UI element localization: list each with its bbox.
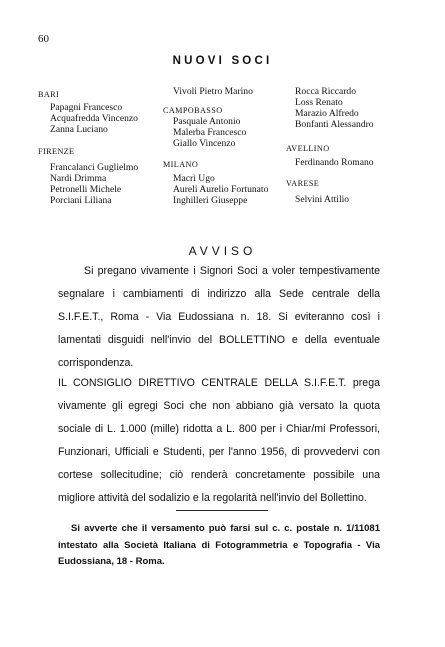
member-name: Macrì Ugo [173, 173, 215, 184]
notice-title: AVVISO [188, 244, 257, 258]
notice-paragraph-membership-fee: IL CONSIGLIO DIRETTIVO CENTRALE DELLA S.I.F.E.T. prega vivamente gli egregi Soci che non abbiano già versato la quota sociale di L. 1.000 (mille) ridotta a L. 800 per i Chiar/mi Professori, Funzionari, Ufficiali e Studenti, per l'anno 1956, di provvedervi con cortese sollecitudine; ciò renderà concretamente possibile una migliore attività del sodalizio e la regolarità nell'invio del Bollettino. [58, 377, 380, 504]
member-name: Petronelli Michele [50, 184, 122, 195]
member-name: Selvini Attilio [295, 194, 350, 205]
city-heading-bari: BARI [38, 90, 60, 99]
city-heading-firenze: FIRENZE [38, 147, 75, 156]
city-heading-campobasso: CAMPOBASSO [163, 106, 223, 115]
member-name: Ferdinando Romano [295, 157, 374, 168]
member-name: Porciani Liliana [50, 195, 112, 206]
member-name: Loss Renato [295, 97, 343, 108]
city-heading-varese: VARESE [286, 179, 320, 188]
member-name: Bonfanti Alessandro [295, 119, 374, 130]
member-name: Inghilleri Giuseppe [173, 195, 248, 206]
notice-paragraph-payment-account: Si avverte che il versamento può farsi sul c. c. postale n. 1/11081 intestato alla Società Italiana di Fotogrammetria e Topografia - Via Eudossiana, 18 - Roma. [58, 523, 380, 568]
new-members-list [0, 0, 445, 230]
member-name: Rocca Riccardo [295, 86, 356, 97]
member-name: Malerba Francesco [173, 127, 247, 138]
separator-line [176, 510, 268, 511]
city-heading-avellino: AVELLINO [286, 144, 330, 153]
notice-paragraph-address-change: Si pregano vivamente i Signori Soci a voler tempestivamente segnalare i cambiamenti di indirizzo alla Sede centrale della S.I.F.E.T., Roma - Via Eudossiana n. 18. Si eviteranno così i lamentati disguidi nell'invio del BOLLETTINO e della eventuale corrispondenza. [58, 265, 380, 369]
section-title-new-members: NUOVI SOCI [172, 55, 273, 67]
member-name: Marazio Alfredo [295, 108, 359, 119]
member-name: Zanna Luciano [50, 124, 108, 135]
member-name: Acquafredda Vincenzo [50, 113, 138, 124]
member-name: Vivoli Pietro Marino [173, 86, 253, 97]
member-name: Nardi Drimma [50, 173, 107, 184]
member-name: Papagni Francesco [50, 102, 123, 113]
member-name: Pasquale Antonio [173, 116, 241, 127]
city-heading-milano: MILANO [163, 160, 199, 169]
member-name: Giallo Vincenzo [173, 138, 236, 149]
page-number: 60 [38, 33, 49, 45]
member-name: Aureli Aurelio Fortunato [173, 184, 269, 195]
member-name: Francalanci Guglielmo [50, 162, 139, 173]
